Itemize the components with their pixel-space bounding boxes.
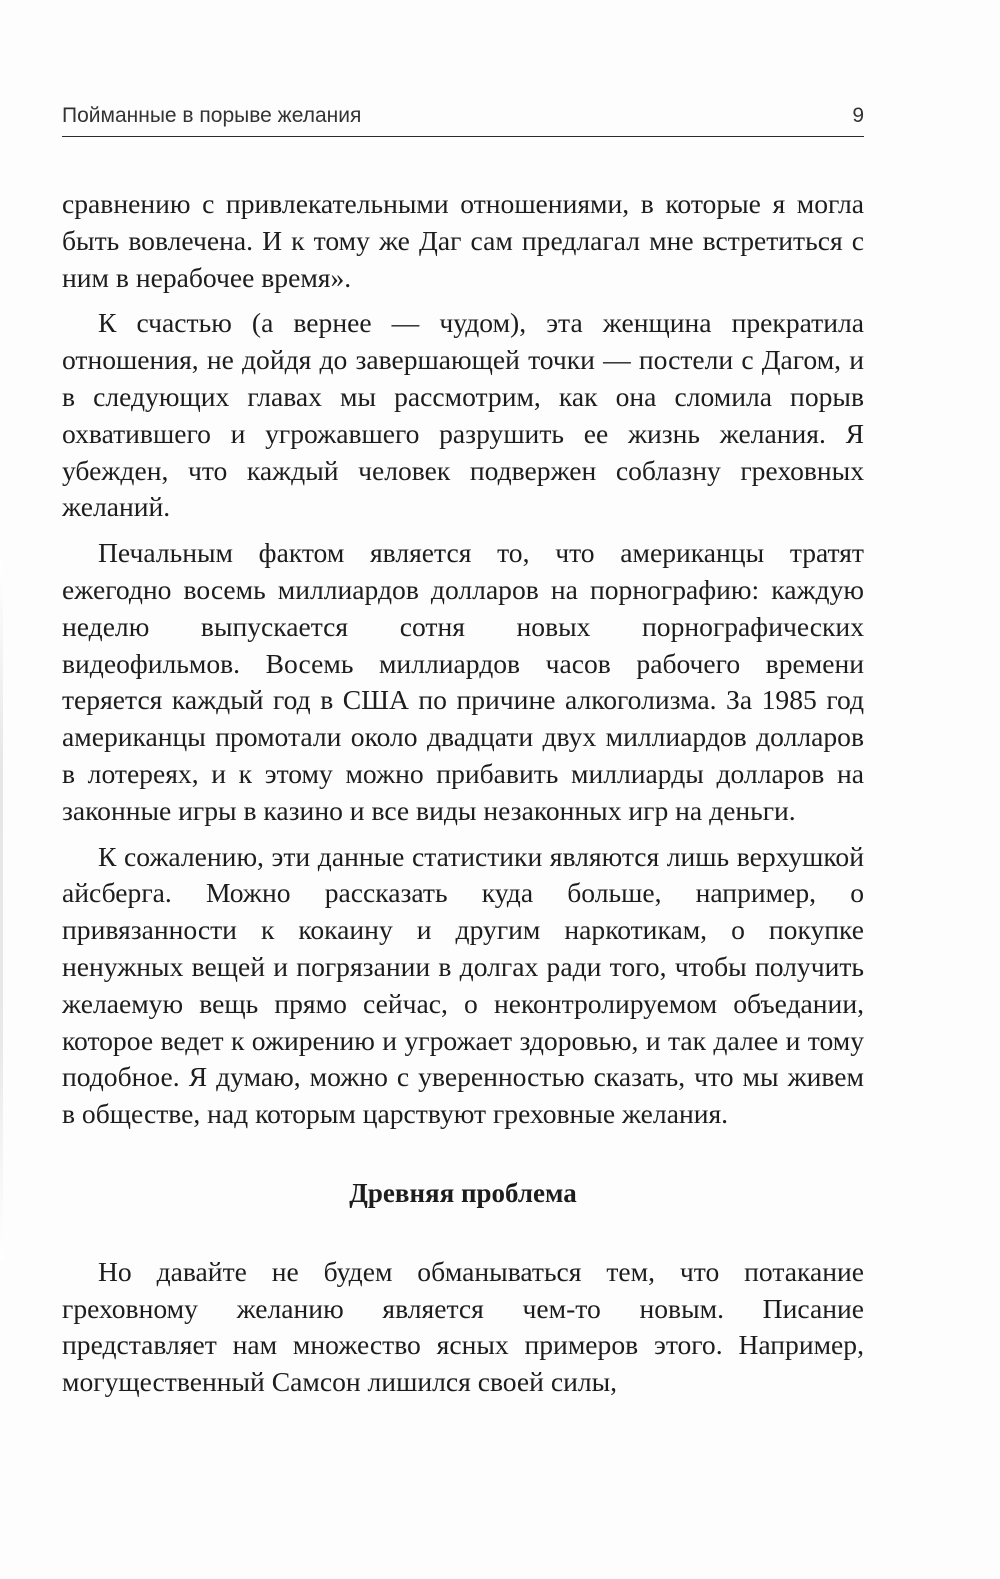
body-text bbox=[62, 186, 864, 1410]
paragraph: Но давайте не будем обманываться тем, что потакание греховному желанию является чем-то новым. Писание представляет нам множество ясных примеров этого. Например, могущественный Самсон лишился своей силы, bbox=[62, 1255, 864, 1398]
paragraph: Печальным фактом является то, что американцы тратят ежегодно восемь миллиардов долларов на порнографию: каждую неделю выпускается сотня новых порнографических видеофильмов. Восемь миллиардов часов рабочего времени теряется каждый год в США по причине алкоголизма. За 1985 год американцы промотали около двадцати двух миллиардов долларов в лотереях, и к этому можно прибавить миллиарды долларов на законные игры в казино и все виды незаконных игр на деньги. bbox=[62, 537, 864, 826]
paragraph: К счастью (а вернее — чудом), эта женщина прекратила отношения, не дойдя до завершающей точки — постели с Дагом, и в следующих главах мы рассмотрим, как она сломила порыв охватившего и угрожавшего разрушить ее жизнь желания. Я убежден, что каждый человек подвержен соблазну греховных желаний. bbox=[62, 307, 864, 523]
section-heading: Древняя проблема bbox=[349, 1177, 577, 1208]
page-number: 9 bbox=[852, 104, 864, 127]
page-edge-shadow bbox=[0, 560, 3, 1260]
paragraph-continued: сравнению с привлекательными отношениями, в которые я могла быть вовлечена. И к тому же Даг сам предлагал мне встретиться с ним в нерабочее время». bbox=[62, 188, 864, 293]
running-header bbox=[62, 100, 864, 137]
running-title: Пойманные в порыве желания bbox=[62, 104, 362, 127]
paragraph: К сожалению, эти данные статистики являются лишь верхушкой айсберга. Можно рассказать куда больше, например, о привязанности к кокаину и другим наркотикам, о покупке ненужных вещей и погрязании в долгах ради того, чтобы получить желаемую вещь прямо сейчас, о неконтролируемом объедании, которое ведет к ожирению и угрожает здоровью, и так далее и тому подобное. Я думаю, можно с уверенностью сказать, что мы живем в обществе, над которым царствуют греховные желания. bbox=[62, 840, 864, 1130]
